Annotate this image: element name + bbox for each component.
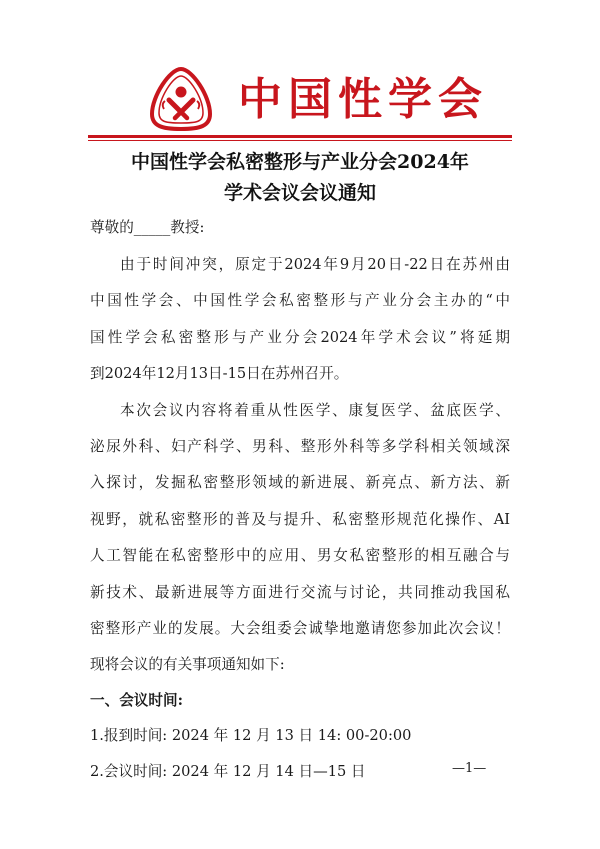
document-title-line-2: 学术会议会议通知 xyxy=(223,182,376,204)
page-number: —1— xyxy=(452,761,487,776)
section-1-heading: 一、会议时间: xyxy=(90,692,183,709)
paragraph-2-line: 本次会议内容将着重从性医学、康复医学、盆底医学、 xyxy=(120,402,510,419)
paragraph-1-line: 国性学会私密整形与产业分会2024年学术会议”将延期 xyxy=(90,329,510,346)
letterhead-rule-thin xyxy=(88,140,512,141)
letterhead-rule-thick xyxy=(88,135,512,138)
salutation: 尊敬的_____教授: xyxy=(90,219,205,236)
schedule-item-checkin: 1.报到时间: 2024 年 12 月 13 日 14: 00-20:00 xyxy=(90,727,412,744)
paragraph-2-line: 密整形产业的发展。大会组委会诚挚地邀请您参加此次会议！ xyxy=(90,620,510,637)
paragraph-1-line: 中国性学会、中国性学会私密整形与产业分会主办的“中 xyxy=(90,292,510,309)
paragraph-1-line: 由于时间冲突，原定于2024年9月20日-22日在苏州由 xyxy=(120,256,510,273)
paragraph-2-line: 人工智能在私密整形中的应用、男女私密整形的相互融合与 xyxy=(90,547,510,564)
paragraph-2-line: 新技术、最新进展等方面进行交流与讨论，共同推动我国私 xyxy=(90,584,510,601)
paragraph-2-line: 泌尿外科、妇产科学、男科、整形外科等多学科相关领域深 xyxy=(90,438,510,455)
document-title-line-1: 中国性学会私密整形与产业分会2024年 xyxy=(131,151,469,173)
paragraph-1-line: 到2024年12月13日-15日在苏州召开。 xyxy=(90,365,349,382)
schedule-item-meeting: 2.会议时间: 2024 年 12 月 14 日—15 日 xyxy=(90,763,366,780)
society-emblem-icon xyxy=(148,66,214,132)
paragraph-2-line: 视野，就私密整形的普及与提升、私密整形规范化操作、AI xyxy=(90,511,510,528)
org-name: 中国性学会 xyxy=(238,74,488,125)
paragraph-2-line: 入探讨，发掘私密整形领域的新进展、新亮点、新方法、新 xyxy=(90,474,510,491)
paragraph-2-line: 现将会议的有关事项通知如下: xyxy=(90,656,285,673)
